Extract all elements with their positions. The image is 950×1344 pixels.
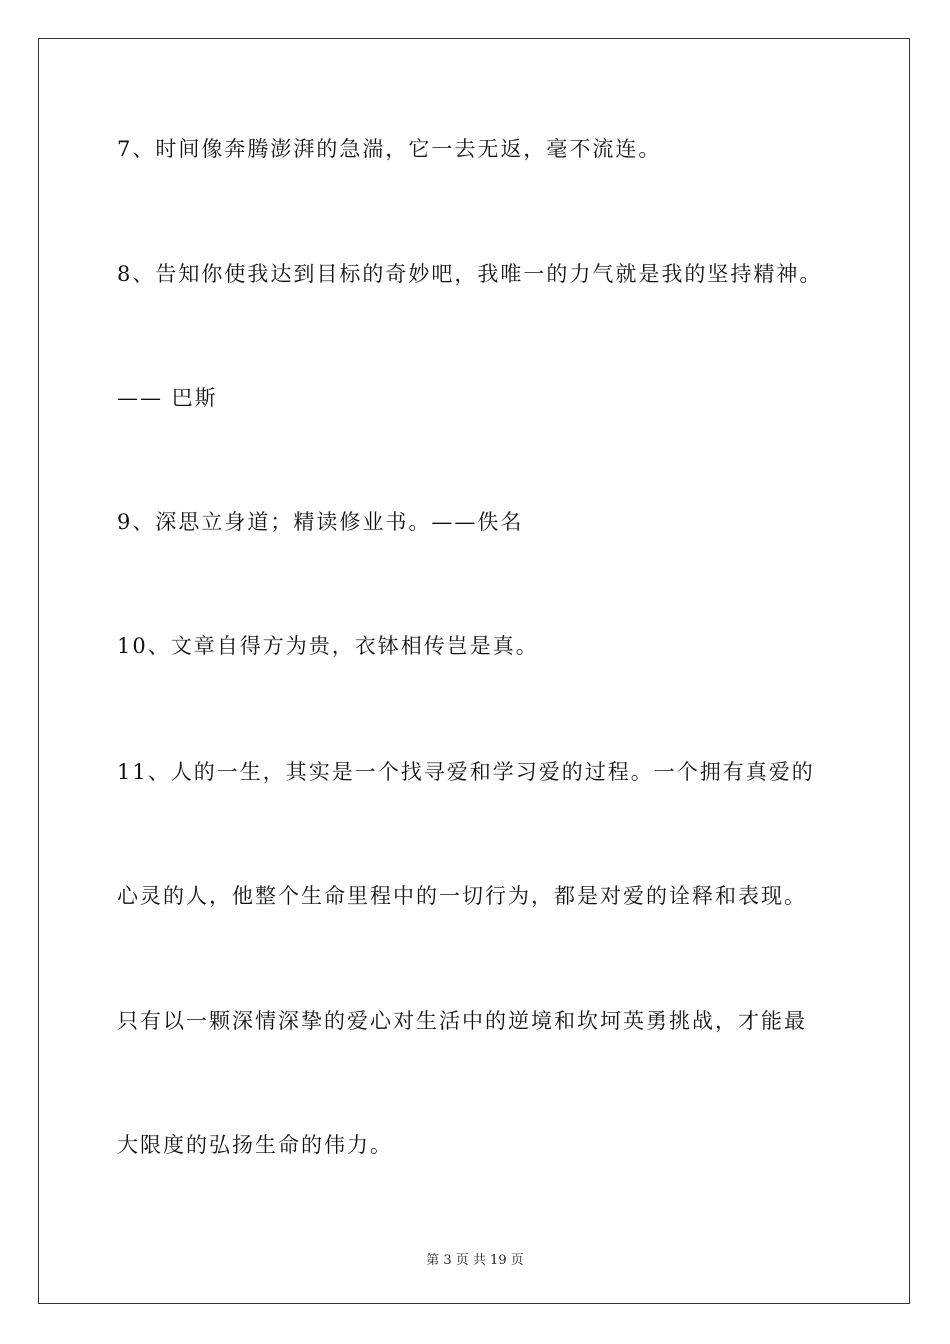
page-number-footer: 第 3 页 共 19 页 (426, 1253, 524, 1268)
text-line-11: 11、人的一生，其实是一个找寻爱和学习爱的过程。一个拥有真爱的 (117, 760, 815, 784)
page-border (38, 38, 910, 1304)
text-line-8-attribution: —— 巴斯 (117, 386, 218, 410)
text-line-7: 7、时间像奔腾澎湃的急湍，它一去无返，毫不流连。 (117, 137, 662, 161)
text-line-8: 8、告知你使我达到目标的奇妙吧，我唯一的力气就是我的坚持精神。 (117, 262, 823, 286)
text-line-11-continued-2: 只有以一颗深情深挚的爱心对生活中的逆境和坎坷英勇挑战，才能最 (117, 1009, 807, 1033)
text-line-9: 9、深思立身道；精读修业书。——佚名 (117, 510, 524, 534)
text-line-11-continued-1: 心灵的人，他整个生命里程中的一切行为，都是对爱的诠释和表现。 (117, 884, 807, 908)
text-line-11-continued-3: 大限度的弘扬生命的伟力。 (117, 1133, 393, 1157)
text-line-10: 10、文章自得方为贵，衣钵相传岂是真。 (117, 634, 539, 658)
